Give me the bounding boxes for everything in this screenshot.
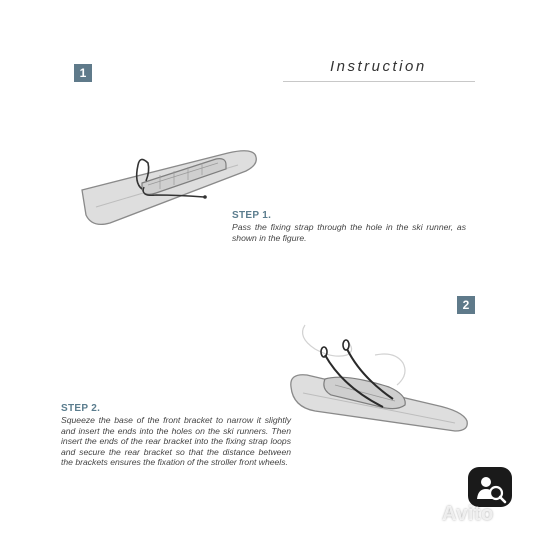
step-2-heading: STEP 2. xyxy=(61,403,101,414)
step-1-badge: 1 xyxy=(74,64,92,82)
title-underline xyxy=(283,81,475,82)
avito-watermark-text: Avito xyxy=(442,503,494,525)
ski-runner-brackets-figure xyxy=(285,315,475,445)
page-title: Instruction xyxy=(330,58,427,75)
step-1-text: Pass the fixing strap through the hole in the ski runner, as shown in the figure. xyxy=(232,222,466,243)
step-1-heading: STEP 1. xyxy=(232,210,272,221)
step-2-text: Squeeze the base of the front bracket to narrow it slightly and insert the ends into the holes on the ski runners. Then insert the ends of the rear bracket into the fixing strap loops and secure the rear bracket so that the distance between the brackets ensures the fixation of the stroller front wheels. xyxy=(61,415,291,468)
step-2-badge: 2 xyxy=(457,296,475,314)
avito-search-icon xyxy=(468,467,512,507)
avito-watermark xyxy=(442,463,548,535)
